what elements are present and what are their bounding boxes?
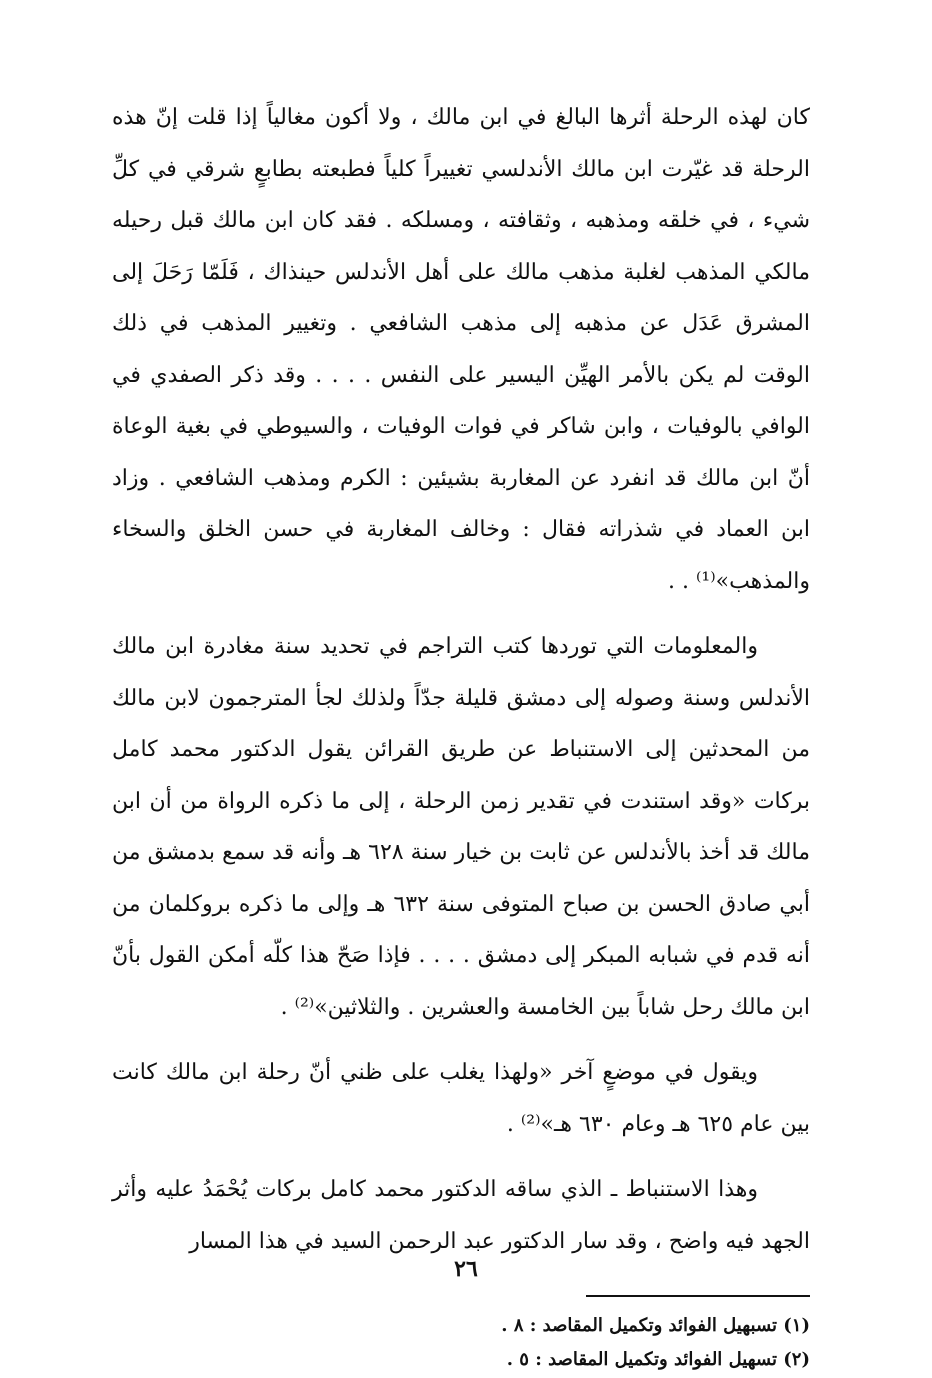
paragraph-4: وهذا الاستنباط ـ الذي ساقه الدكتور محمد كامل بركات يُحْمَدُ عليه وأثر الجهد فيه واضح ، وقد سار الدكتور عبد الرحمن السيد في هذا المسار	[112, 1177, 810, 1254]
paragraph-2: والمعلومات التي توردها كتب التراجم في تحديد سنة مغادرة ابن مالك الأندلس وسنة وصوله إلى دمشق قليلة جدّاً ولذلك لجأ المترجمون لابن مالك من المحدثين إلى الاستنباط عن طريق القرائن يقول الدكتور محمد كامل بركات «وقد استندت في تقدير زمن الرحلة ، إلى ما ذكره الرواة من أن ابن مالك قد أخذ بالأندلس عن ثابت بن خيار سنة ٦٢٨ هـ وأنه قد سمع بدمشق من أبي صادق الحسن بن صباح المتوفى سنة ٦٣٢ هـ وإلى ما ذكره بروكلمان من أنه قدم في شبابه المبكر إلى دمشق . . . . فإذا صَحّ هذا كلّه أمكن القول بأنّ ابن مالك رحل شاباً بين الخامسة والعشرين . والثلاثين»⁽²⁾ .	[112, 634, 810, 1020]
footnote-divider	[586, 1295, 810, 1297]
main-text	[112, 92, 810, 1267]
paragraph-1: كان لهذه الرحلة أثرها البالغ في ابن مالك ، ولا أكون مغالياً إذا قلت إنّ هذه الرحلة قد غيّرت ابن مالك الأندلسي تغييراً كلياً فطبعته بطابعٍ شرقي في كلِّ شيء ، في خلقه ومذهبه ، وثقافته ، ومسلكه . فقد كان ابن مالك قبل رحيله مالكي المذهب لغلبة مذهب مالك على أهل الأندلس حينذاك ، فَلَمّا رَحَلَ إلى المشرق عَدَل عن مذهبه إلى مذهب الشافعي . وتغيير المذهب في ذلك الوقت لم يكن بالأمر الهيِّن اليسير على النفس . . . . وقد ذكر الصفدي في الوافي بالوفيات ، وابن شاكر في فوات الوفيات ، والسيوطي في بغية الوعاة أنّ ابن مالك قد انفرد عن المغاربة بشيئين : الكرم ومذهب الشافعي . وزاد ابن العماد في شذراته فقال : وخالف المغاربة في حسن الخلق والسخاء والمذهب»⁽¹⁾ . .	[112, 105, 810, 594]
footnote-2: (٢) تسهيل الفوائد وتكميل المقاصد : ٥ .	[506, 1349, 810, 1370]
footnote-1: (١) تسبهيل الفوائد وتكميل المقاصد : ٨ .	[501, 1315, 810, 1336]
page-number: ٢٦	[454, 1256, 478, 1282]
paragraph-3: ويقول في موضعٍ آخر «ولهذا يغلب على ظني أنّ رحلة ابن مالك كانت بين عام ٦٢٥ هـ وعام ٦٣٠ هـ»⁽²⁾ .	[112, 1060, 810, 1137]
footnotes	[112, 1309, 810, 1377]
